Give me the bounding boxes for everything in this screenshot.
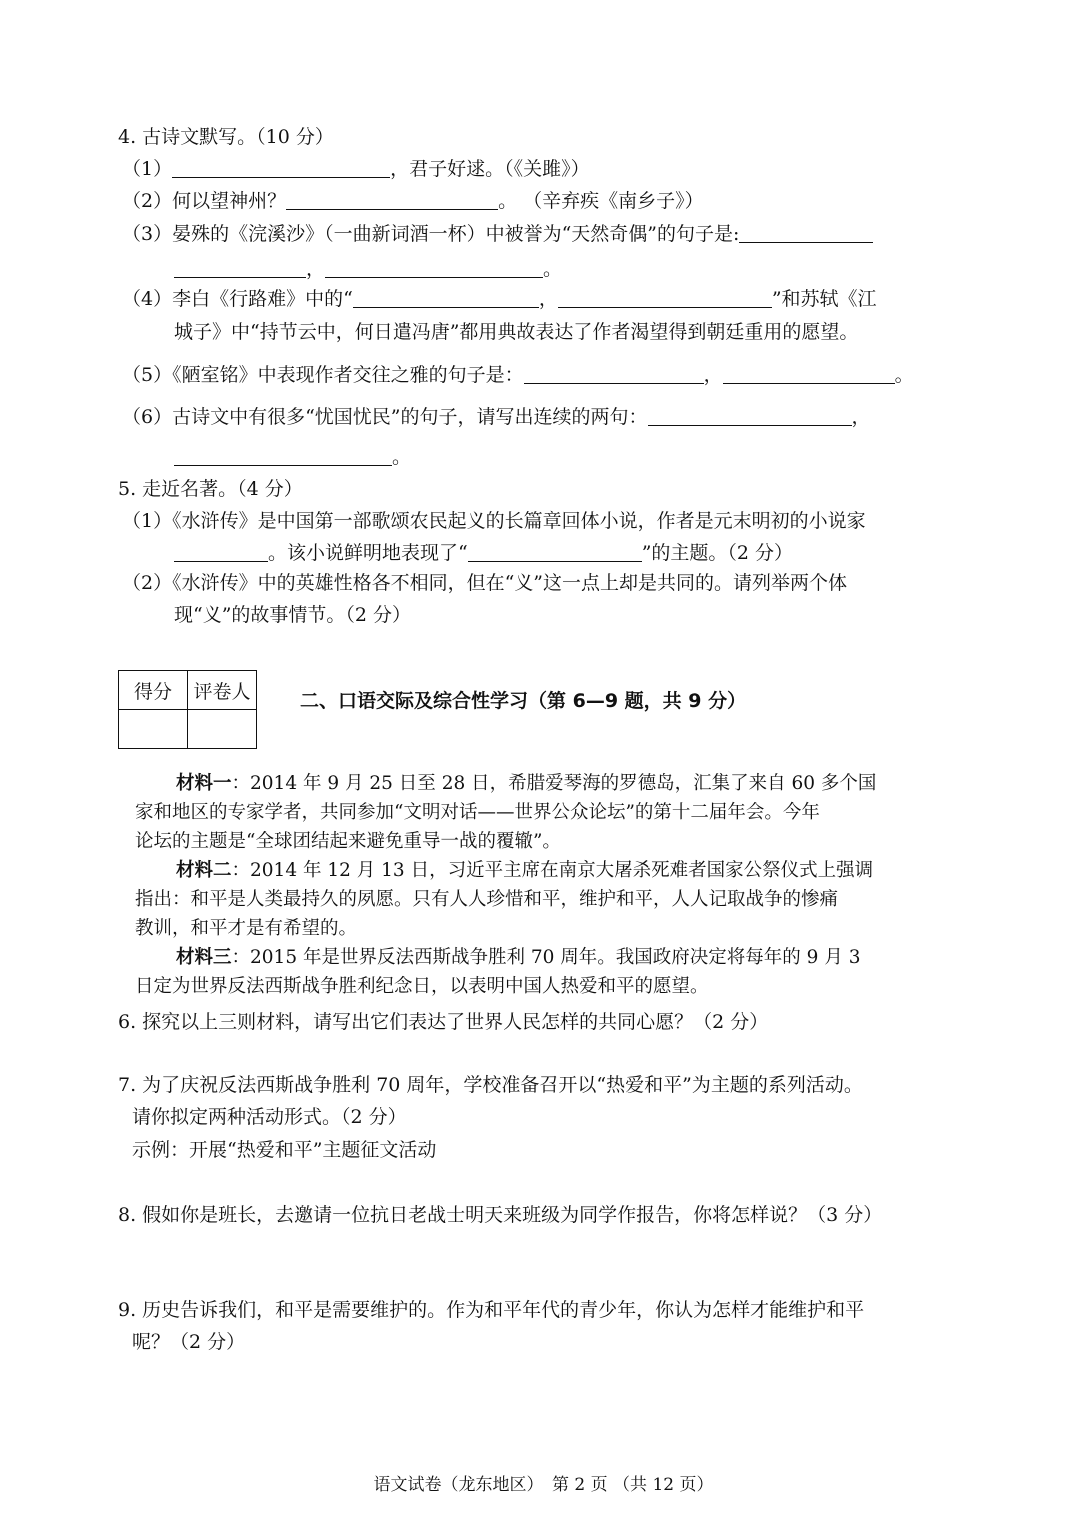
material-3-line2: 日定为世界反法西斯战争胜利纪念日，以表明中国人热爱和平的愿望。 [135,976,709,997]
answer-blank[interactable] [739,224,873,243]
q4-item-3-text: （3）晏殊的《浣溪沙》（一曲新词酒一杯）中被誉为“天然奇偶”的句子是: [122,223,740,245]
answer-blank[interactable] [325,259,543,278]
q5-item-1: （1）《水浒传》是中国第一部歌颂农民起义的长篇章回体小说，作者是元末明初的小说家 [122,510,866,532]
q4-item-4-text: （4）李白《行路难》中的“ [122,288,353,310]
material-3-line1 [176,945,860,971]
q4-item-6-sep: ， [851,406,871,428]
material-2-label: 材料二 [176,860,232,881]
q4-item-6-text: （6）古诗文中有很多“忧国忧民”的句子，请写出连续的两句： [122,406,648,428]
material-1-line2: 家和地区的专家学者，共同参加“文明对话——世界公众论坛”的第十二届年会。今年 [135,802,820,823]
q5-title: 5. 走近名著。（4 分） [118,478,303,500]
q5-item-2: （2）《水浒传》中的英雄性格各不相同，但在“义”这一点上却是共同的。请列举两个体 [122,572,848,594]
q4-item-6-end: 。 [392,446,412,468]
material-3-text: ：2015 年是世界反法西斯战争胜利 70 周年。我国政府决定将每年的 9 月 3 [231,947,861,968]
answer-blank[interactable] [172,159,390,178]
q9-line1: 9. 历史告诉我们，和平是需要维护的。作为和平年代的青少年，你认为怎样才能维护和平 [118,1299,865,1321]
answer-blank[interactable] [648,407,852,426]
q7-example: 示例：开展“热爱和平”主题征文活动 [132,1139,437,1161]
q4-item-5 [122,362,914,388]
q4-title: 4. 古诗文默写。（10 分） [118,126,334,148]
q4-item-5-end: 。 [894,364,914,386]
material-2-line2: 指出：和平是人类最持久的夙愿。只有人人珍惜和平，维护和平，人人记取战争的惨痛 [135,889,839,910]
material-1-line1 [176,771,876,797]
material-3-label: 材料三 [176,947,232,968]
q6-text: 6. 探究以上三则材料，请写出它们表达了世界人民怎样的共同心愿？（2 分） [118,1011,769,1033]
q4-item-4 [122,286,877,312]
page-footer: 语文试卷（龙东地区） 第 2 页 （共 12 页） [373,1475,714,1495]
q4-item-4-after: ”和苏轼《江 [771,288,877,310]
answer-blank[interactable] [468,543,642,562]
q7-line1: 7. 为了庆祝反法西斯战争胜利 70 周年，学校准备召开以“热爱和平”为主题的系列活动。 [118,1074,863,1096]
material-2-line3: 教训，和平才是有希望的。 [135,918,358,939]
material-2-text: ：2014 年 12 月 13 日，习近平主席在南京大屠杀死难者国家公祭仪式上强调 [231,860,874,881]
q4-item-1-text: ，君子好逑。（《关雎》） [390,158,590,180]
q4-item-3-end: 。 [543,258,563,280]
q4-item-2-source: 。 （辛弃疾《南乡子》） [498,190,704,212]
q8-text: 8. 假如你是班长，去邀请一位抗日老战士明天来班级为同学作报告，你将怎样说？（3 分） [118,1204,883,1226]
q4-item-1-num: （1） [122,158,173,180]
q4-item-2-text: （2）何以望神州？ [122,190,287,212]
material-1-line3: 论坛的主题是“全球团结起来避免重导一战的覆辙”。 [135,831,561,852]
q4-item-2 [122,188,704,214]
answer-blank[interactable] [558,289,772,308]
grader-cell[interactable] [188,710,257,749]
material-2-line1 [176,858,873,884]
material-1-text: ：2014 年 9 月 25 日至 28 日，希腊爱琴海的罗德岛，汇集了来自 60 多个国 [231,773,877,794]
q4-item-3-sep: ， [306,258,326,280]
q4-item-5-sep: ， [703,364,723,386]
answer-blank[interactable] [174,259,306,278]
answer-blank[interactable] [174,543,268,562]
q4-item-3-line2 [174,256,562,282]
section-2-heading: 二、口语交际及综合性学习（第 6—9 题，共 9 分） [300,690,747,712]
q5-item-1-mid: 。该小说鲜明地表现了“ [268,542,468,564]
q7-line2: 请你拟定两种活动形式。（2 分） [132,1106,407,1128]
answer-blank[interactable] [524,365,704,384]
score-table [118,670,257,749]
answer-blank[interactable] [353,289,539,308]
score-header: 得分 [119,671,188,710]
q5-item-2-line2: 现“义”的故事情节。（2 分） [174,604,412,626]
q4-item-5-text: （5）《陋室铭》中表现作者交往之雅的句子是： [122,364,524,386]
score-cell[interactable] [119,710,188,749]
answer-blank[interactable] [723,365,895,384]
material-1-label: 材料一 [176,773,232,794]
grader-header: 评卷人 [188,671,257,710]
q4-item-6-line2 [174,444,411,470]
answer-blank[interactable] [174,447,392,466]
q4-item-4-sep: ， [538,288,558,310]
q4-item-1 [122,156,590,182]
q9-line2: 呢？（2 分） [132,1331,246,1353]
q4-item-4-line2: 城子》中“持节云中，何日遣冯唐”都用典故表达了作者渴望得到朝廷重用的愿望。 [174,321,859,343]
q4-item-3 [122,221,873,247]
q5-item-1-line2 [174,540,793,566]
q5-item-1-end: ”的主题。（2 分） [641,542,794,564]
answer-blank[interactable] [286,191,498,210]
q4-item-6 [122,404,871,430]
